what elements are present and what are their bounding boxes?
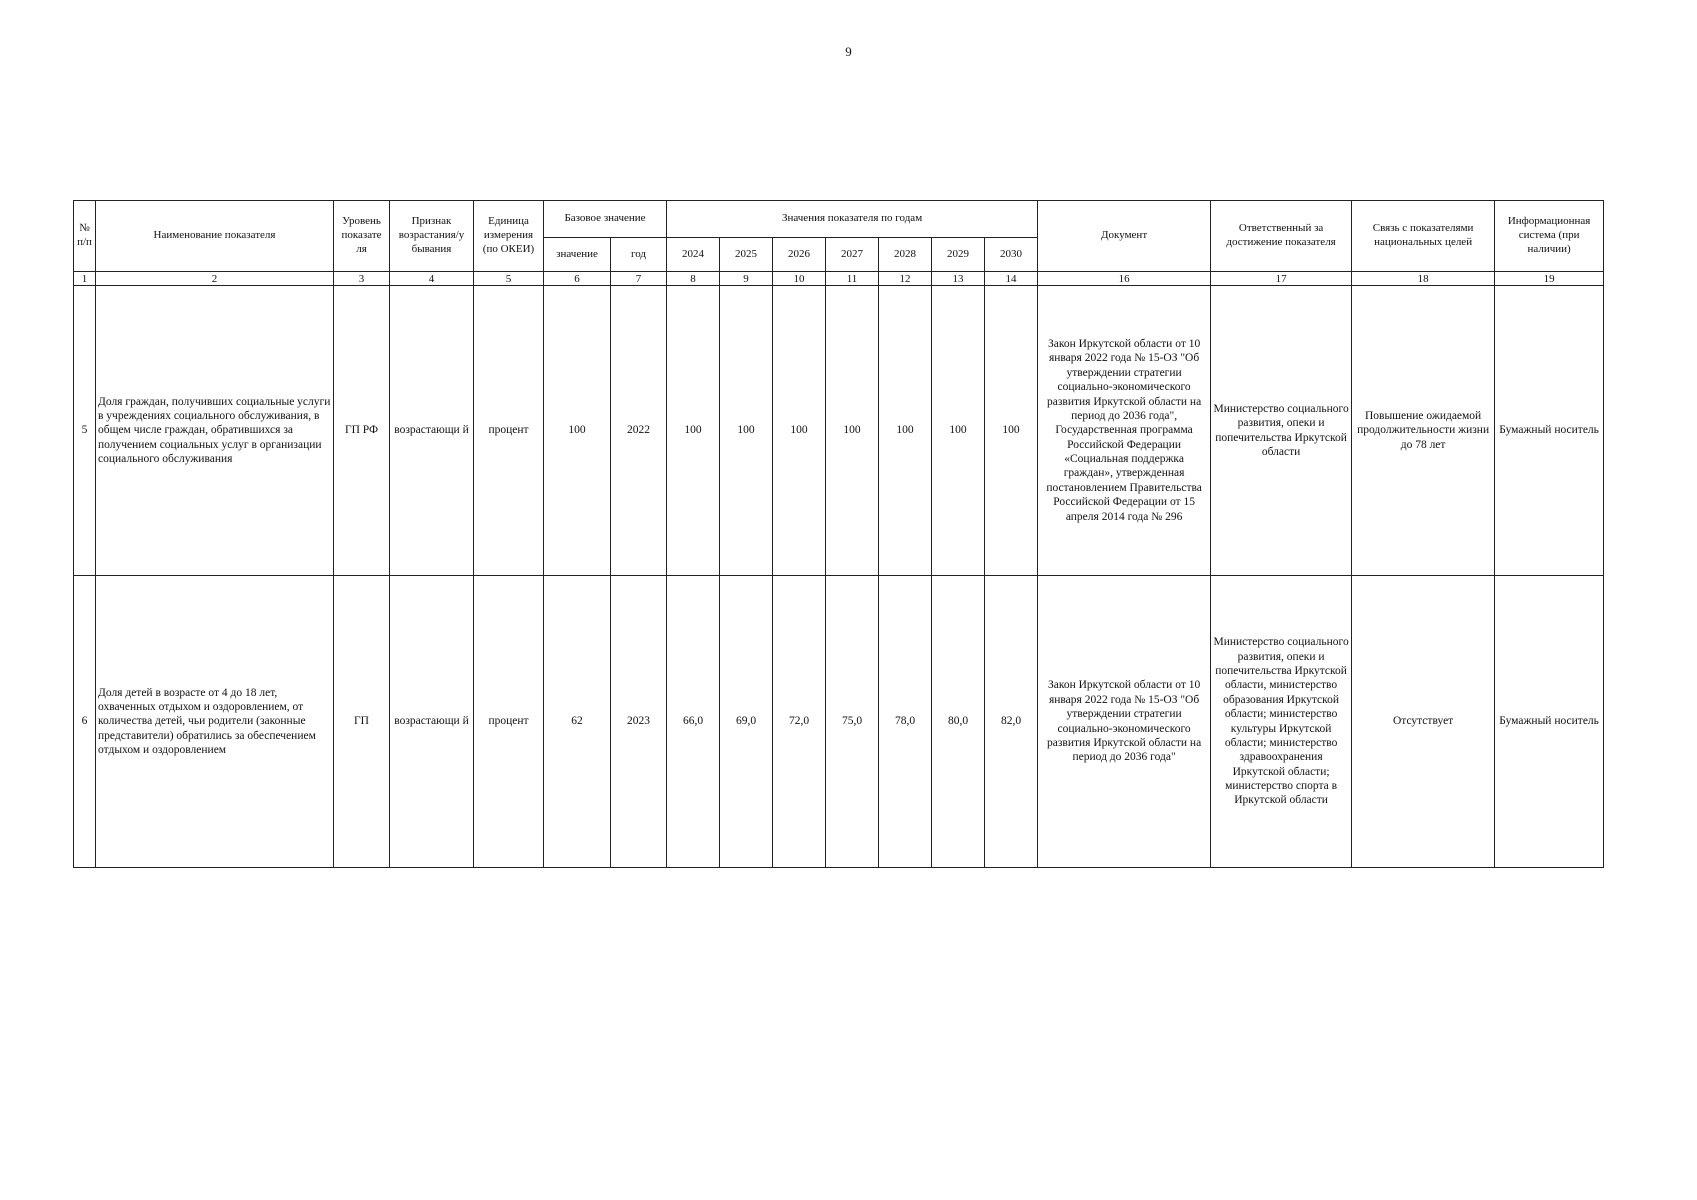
column-number: 19 <box>1495 272 1604 286</box>
header-trend: Признак возрастания/у бывания <box>390 201 474 272</box>
indicators-table <box>73 200 1604 868</box>
header-year: 2024 <box>667 238 720 272</box>
indicator-unit: процент <box>474 576 544 868</box>
header-year: 2026 <box>773 238 826 272</box>
info-system-cell: Бумажный носитель <box>1495 286 1604 576</box>
header-year: 2025 <box>720 238 773 272</box>
header-year: 2028 <box>879 238 932 272</box>
header-document: Документ <box>1038 201 1211 272</box>
header-info-system: Информационная система (при наличии) <box>1495 201 1604 272</box>
column-number: 7 <box>611 272 667 286</box>
national-goals-cell: Повышение ожидаемой продолжительности жизни до 78 лет <box>1352 286 1495 576</box>
year-value: 78,0 <box>879 576 932 868</box>
base-year: 2023 <box>611 576 667 868</box>
base-year: 2022 <box>611 286 667 576</box>
year-value: 100 <box>826 286 879 576</box>
header-by-years: Значения показателя по годам <box>667 201 1038 238</box>
year-value: 82,0 <box>985 576 1038 868</box>
column-number: 17 <box>1211 272 1352 286</box>
year-value: 100 <box>720 286 773 576</box>
header-base-year: год <box>611 238 667 272</box>
column-number: 9 <box>720 272 773 286</box>
year-value: 72,0 <box>773 576 826 868</box>
column-number: 11 <box>826 272 879 286</box>
column-number: 12 <box>879 272 932 286</box>
page-number: 9 <box>845 44 852 59</box>
column-number: 14 <box>985 272 1038 286</box>
base-value: 62 <box>544 576 611 868</box>
header-row-1 <box>74 201 1604 238</box>
year-value: 100 <box>773 286 826 576</box>
header-year: 2029 <box>932 238 985 272</box>
header-goals: Связь с показателями национальных целей <box>1352 201 1495 272</box>
base-value: 100 <box>544 286 611 576</box>
header-level: Уровень показате ля <box>334 201 390 272</box>
indicator-name: Доля граждан, получивших социальные услуги в учреждениях социального обслуживания, в общем числе граждан, обратившихся за получением социальных услуг в организации социального обслуживания <box>96 286 334 576</box>
year-value: 80,0 <box>932 576 985 868</box>
document-cell: Закон Иркутской области от 10 января 2022 года № 15-ОЗ "Об утверждении стратегии социально-экономического развития Иркутской области на период до 2036 года", Государственная программа Российской Федерации «Социальная поддержка граждан», утвержденная постановлением Правительства Российской Федерации от 15 апреля 2014 года № 296 <box>1038 286 1211 576</box>
column-number: 2 <box>96 272 334 286</box>
indicator-level: ГП РФ <box>334 286 390 576</box>
header-year: 2027 <box>826 238 879 272</box>
column-number: 6 <box>544 272 611 286</box>
year-value: 100 <box>985 286 1038 576</box>
column-number: 1 <box>74 272 96 286</box>
column-number: 10 <box>773 272 826 286</box>
indicator-name: Доля детей в возрасте от 4 до 18 лет, охваченных отдыхом и оздоровлением, от количества детей, чьи родители (законные представители) обратились за обеспечением отдыхом и оздоровлением <box>96 576 334 868</box>
column-number: 3 <box>334 272 390 286</box>
column-number: 4 <box>390 272 474 286</box>
info-system-cell: Бумажный носитель <box>1495 576 1604 868</box>
row-number: 5 <box>74 286 96 576</box>
table-row <box>74 286 1604 576</box>
row-number: 6 <box>74 576 96 868</box>
header-base-value: значение <box>544 238 611 272</box>
column-number: 16 <box>1038 272 1211 286</box>
indicator-trend: возрастающи й <box>390 286 474 576</box>
column-number: 5 <box>474 272 544 286</box>
indicator-level: ГП <box>334 576 390 868</box>
column-number: 8 <box>667 272 720 286</box>
header-responsible: Ответственный за достижение показателя <box>1211 201 1352 272</box>
table-row <box>74 576 1604 868</box>
national-goals-cell: Отсутствует <box>1352 576 1495 868</box>
responsible-cell: Министерство социального развития, опеки и попечительства Иркутской области, министерство образования Иркутской области; министерство культуры Иркутской области; министерство здравоохранения Иркутской области; министерство спорта в Иркутской области <box>1211 576 1352 868</box>
responsible-cell: Министерство социального развития, опеки и попечительства Иркутской области <box>1211 286 1352 576</box>
header-name: Наименование показателя <box>96 201 334 272</box>
column-number: 18 <box>1352 272 1495 286</box>
year-value: 100 <box>667 286 720 576</box>
year-value: 100 <box>879 286 932 576</box>
header-year: 2030 <box>985 238 1038 272</box>
year-value: 66,0 <box>667 576 720 868</box>
indicator-trend: возрастающи й <box>390 576 474 868</box>
column-numbers-row <box>74 272 1604 286</box>
indicator-unit: процент <box>474 286 544 576</box>
year-value: 100 <box>932 286 985 576</box>
header-base: Базовое значение <box>544 201 667 238</box>
year-value: 69,0 <box>720 576 773 868</box>
column-number: 13 <box>932 272 985 286</box>
header-num: № п/п <box>74 201 96 272</box>
year-value: 75,0 <box>826 576 879 868</box>
document-cell: Закон Иркутской области от 10 января 2022 года № 15-ОЗ "Об утверждении стратегии социально-экономического развития Иркутской области на период до 2036 года" <box>1038 576 1211 868</box>
header-unit: Единица измерения (по ОКЕИ) <box>474 201 544 272</box>
